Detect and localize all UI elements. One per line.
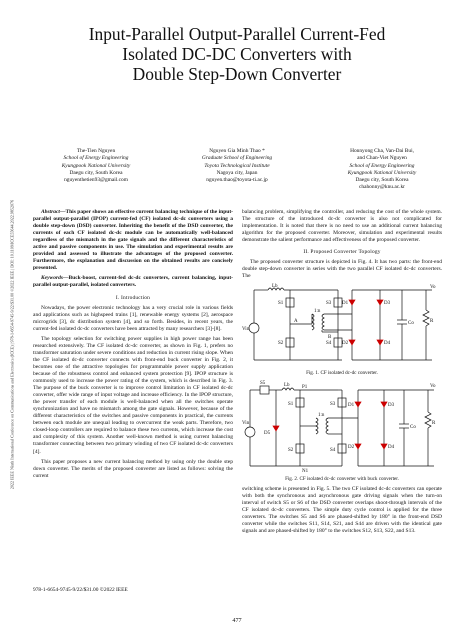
page-number: 477 bbox=[232, 617, 242, 624]
author-1 bbox=[36, 148, 156, 184]
figure-2 bbox=[242, 380, 442, 483]
doi-sidebar bbox=[6, 96, 14, 596]
label-s5: S5 bbox=[260, 380, 266, 386]
figure-1 bbox=[242, 282, 442, 377]
section-heading-topology: II. Proposed Converter Topology bbox=[303, 249, 381, 256]
fig2-caption: Fig. 2. CF isolated dc-dc converter with buck converter. bbox=[285, 475, 399, 482]
label-d4: D4 bbox=[388, 444, 395, 450]
label-s4: S4 bbox=[330, 447, 336, 453]
label-lb: Lb bbox=[284, 382, 290, 388]
label-d3: D3 bbox=[388, 402, 395, 408]
label-d3: D3 bbox=[384, 301, 391, 307]
label-d2: D2 bbox=[348, 444, 355, 450]
doi-text: 2022 IEEE Ninth International Conference on Communications and Electronics (ICCE) | 978-1-6654-9745-9/22/$31.00 ©2022 IEEE | DOI: 10.1109/ICCE55644.2022.9852076 bbox=[9, 199, 15, 490]
keywords: Keywords—Buck-boost, current-fed dc-dc converters, current balancing, input-parallel output-parallel, isolated converters. bbox=[33, 275, 233, 289]
keywords-label: Keywords bbox=[41, 275, 63, 282]
label-n: 1:n bbox=[314, 309, 321, 315]
right-column bbox=[242, 209, 442, 535]
author-org: Kyungpook National University bbox=[347, 169, 417, 176]
author-city: Daegu city, South Korea bbox=[69, 169, 123, 176]
section-heading-introduction: I. Introduction bbox=[115, 294, 151, 301]
author-name: Nguyen Gia Minh Thao * bbox=[209, 148, 265, 154]
topology-paragraph: The proposed converter structure is depicted in Fig. 4. It has two parts: the front-end double step-down converter in series with the two parallel CF isolated dc-dc converters. The bbox=[242, 259, 442, 280]
label-s1: S1 bbox=[288, 401, 294, 407]
author-name-cont: and Chan-Viet Nguyen bbox=[357, 155, 407, 162]
label-vo: Vo bbox=[430, 383, 436, 389]
intro-continued: balancing problem, simplifying the controller, and reducing the cost of the whole system. The structure of the introduced dc-dc converter is also not complicated for implementation. It is noted that there is no need to use an additional current balancing algorithm for the proposed converter. Moreover, simulation and experimental results demonstrate the salient performance and effectiveness of the proposed converter. bbox=[242, 209, 442, 244]
label-n1: N1 bbox=[302, 468, 309, 472]
label-co: Co bbox=[410, 424, 416, 430]
paper-title bbox=[30, 24, 444, 84]
author-dept: School of Energy Engineering bbox=[63, 155, 129, 162]
label-d5: D5 bbox=[264, 430, 271, 436]
label-vo: Vo bbox=[430, 285, 436, 291]
label-n: 1:n bbox=[318, 412, 325, 418]
author-email: chahonny@knu.ac.kr bbox=[359, 184, 405, 191]
author-2 bbox=[177, 148, 297, 184]
author-city: Daegu city, South Korea bbox=[355, 177, 409, 184]
label-r: R bbox=[430, 319, 434, 325]
left-column bbox=[33, 209, 233, 480]
author-dept: Graduate School of Engineering bbox=[201, 155, 273, 162]
author-name: Honnyong Cha, Van-Dai Bui, bbox=[350, 148, 414, 154]
label-s2: S2 bbox=[278, 341, 284, 347]
switching-paragraph: switching scheme is presented in Fig. 5. The two CF isolated dc-dc converters can operate with both the synchronous and asynchronous gate driving signals when the turn-on interval of switch S5 or S6 of the DSD converter overlaps shoot-through intervals of the CF isolated dc-dc converters. The simple duty cycle control is applied for the three converters. The switches S5 and S6 are phased-shifted by 180° in the front-end DSD converter while the switches S11, S14, S21, and S44 are driven with the identical gate signals and are phased-shifted by 180° to the switches S12, S13, S22, and S13. bbox=[242, 485, 442, 534]
label-s3: S3 bbox=[326, 301, 332, 307]
label-lb: Lb bbox=[272, 284, 278, 290]
intro-paragraph: The topology selection for switching power supplies in high power range has been researched extensively. The CF isolated dc-dc converter, as shown in Fig. 1, prefers no transformer saturation under severe conditions and reduction in current rising slope. When the CF isolated dc-dc converter connects with front-end buck converter in Fig. 2, it becomes one of the attractive topologies for programmable power supply application because of the robustness control and enhanced system protection [9]. IPOP structure is commonly used to increase the power rating of the system, which is described in Fig. 3. The purpose of the buck converter is to improve control limitation in CF isolated dc-dc converter, offer wide range of input voltage and increase efficiency. In the IPOP structure, the power transfer of each module is well-balanced when all the switches operate synchronization and have no mismatch among the gate signals. However, because of the different characteristics of the switches and passive components in practical, the currents between each module are unequal leading to overcurrent the weak parts. Therefore, two closed-loop controllers are required to balance these two currents, which increase the cost and complexity of this system. Another well-known method is using current balancing transformer connecting between two primary winding of two CF isolated dc-dc converters [4]. bbox=[33, 335, 233, 455]
author-city: Nagoya city, Japan bbox=[216, 169, 258, 176]
intro-paragraph: This paper proposes a new current balancing method by using only the double step down converter. The merits of the proposed converter are listed as follows: solving the current bbox=[33, 458, 233, 479]
label-p1: P1 bbox=[302, 384, 308, 390]
fig1-caption: Fig. 1. CF isolated dc-dc converter. bbox=[306, 370, 378, 377]
title-line: Double Step-Down Converter bbox=[132, 64, 342, 84]
label-s3: S3 bbox=[330, 401, 336, 407]
label-co: Co bbox=[408, 321, 414, 327]
label-b: B bbox=[328, 335, 332, 341]
label-d1: D1 bbox=[348, 402, 355, 408]
abstract-text: This paper shows an effective current balancing technique of the input-parallel output-parallel (IPOP) current-fed (CF) isolated dc-dc converters using a double step-down (DSD) converter. Inheriting the benefit of the DSD converter, the currents of each CF isolated dc-dc module can be automatically well-balanced regardless of the mismatch in the gate signals and the different characteristics of active and passive components in use. The simulation and experimental results are provided and assessed to illustrate the advantages of the proposed converter. Furthermore, the explanation and discussion on the obtained results are concisely presented. bbox=[33, 209, 233, 272]
fig1-labels bbox=[242, 282, 442, 366]
label-s4: S4 bbox=[326, 341, 332, 347]
author-3 bbox=[322, 148, 442, 192]
author-org: Toyota Technological Institute bbox=[204, 162, 270, 169]
label-s1: S1 bbox=[278, 301, 284, 307]
label-s2: S2 bbox=[288, 447, 294, 453]
abstract-label: Abstract bbox=[41, 209, 60, 215]
label-vin: Vin bbox=[242, 327, 250, 333]
label-d1: D1 bbox=[342, 301, 349, 307]
label-d4: D4 bbox=[384, 341, 391, 347]
title-line: Isolated DC-DC Converters with bbox=[122, 44, 352, 64]
author-email: nguyenthetien93@gmail.com bbox=[64, 177, 128, 184]
label-vin: Vin bbox=[242, 420, 250, 426]
footer-isbn: 978-1-6654-9745-9/22/$31.00 ©2022 IEEE bbox=[33, 587, 128, 593]
label-a: A bbox=[294, 319, 298, 325]
label-r: R bbox=[432, 420, 436, 426]
abstract: Abstract—This paper shows an effective current balancing technique of the input-parallel output-parallel (IPOP) current-fed (CF) isolated dc-dc converters using a double step-down (DSD) converter. Inheriting the benefit of the DSD converter, the currents of each CF isolated dc-dc module can be automatically well-balanced regardless of the mismatch in the gate signals and the different characteristics of active and passive components in use. The simulation and experimental results are provided and assessed to illustrate the advantages of the proposed converter. Furthermore, the explanation and discussion on the obtained results are concisely presented. bbox=[33, 209, 233, 272]
label-d2: D2 bbox=[342, 341, 349, 347]
intro-paragraph: Nowadays, the power electronic technology has a very crucial role in various fields and applications such as highspeed trains [1], renewable energy systems [2], aerospace microgrids [3], dc distribution system [4], and so forth. Besides, in recent years, the current-fed isolated dc-dc converters have been attracted by many researchers [3]-[8]. bbox=[33, 304, 233, 332]
author-email: nguyen.thao@toyota-ti.ac.jp bbox=[206, 177, 268, 184]
author-name: The-Tien Nguyen bbox=[76, 148, 116, 154]
author-dept: School of Energy Engineering bbox=[349, 162, 415, 169]
author-org: Kyungpook National University bbox=[61, 162, 131, 169]
title-line: Input-Parallel Output-Parallel Current-Fed bbox=[88, 24, 386, 44]
fig2-labels bbox=[242, 380, 442, 472]
keywords-text: Buck-boost, current-fed dc-dc converters, current balancing, input-parallel output-parallel, isolated converters. bbox=[33, 275, 233, 289]
